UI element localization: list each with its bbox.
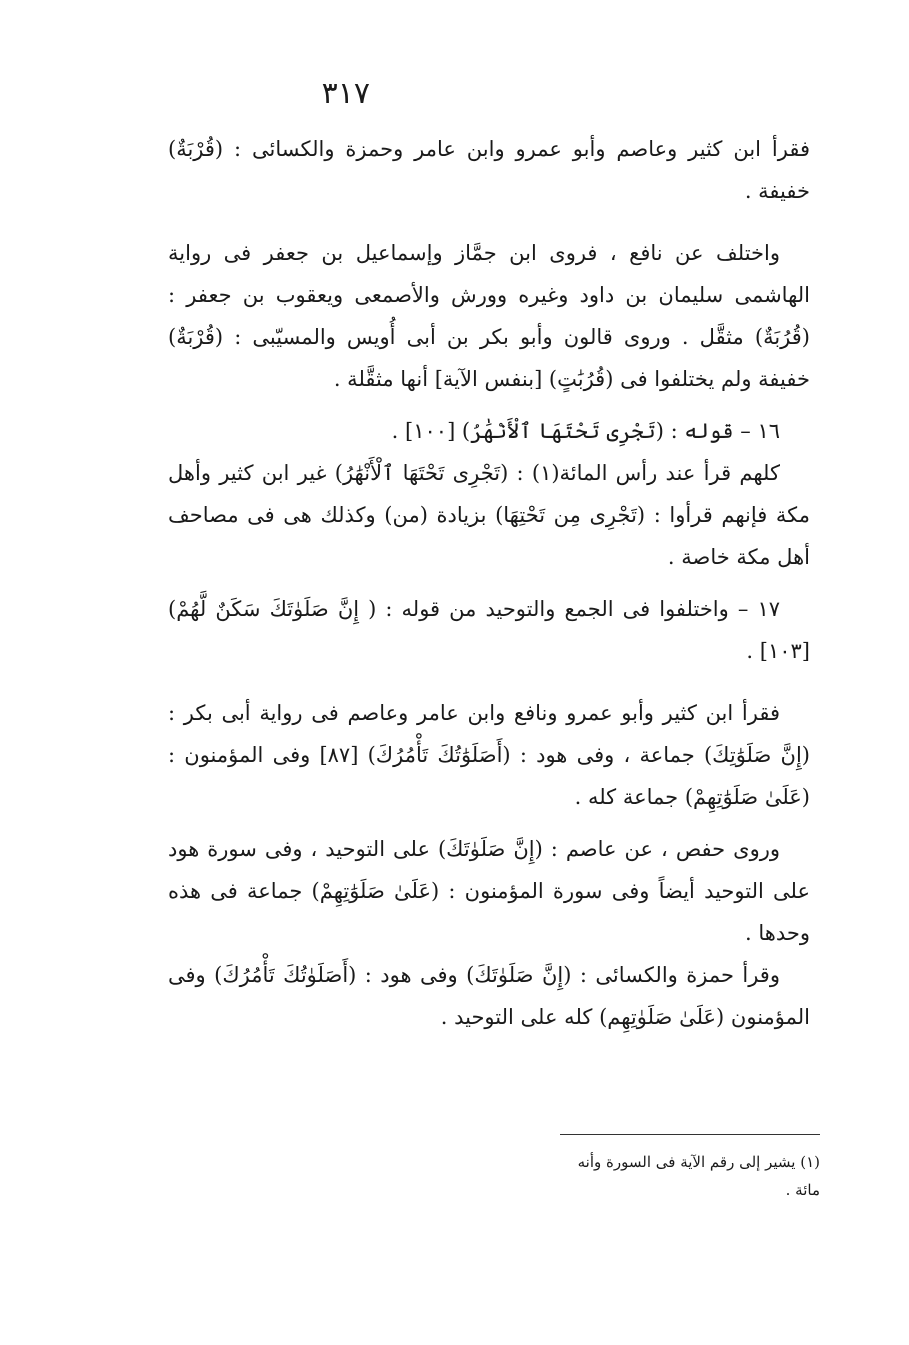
paragraph: ١٧ – واختلفوا فى الجمع والتوحيد من قوله : ( إِنَّ صَلَوٰتَكَ سَكَنٌ لَّهُمْ) [١٠٣] . [168, 597, 810, 663]
paragraph: ١٦ – قوله : (تَجْرِى تَحْتَهَا ٱلْأَنْهَٰرُ) [١٠٠] . [391, 419, 780, 443]
body-text [168, 128, 810, 1038]
footnote-line: (١) يشير إلى رقم الآية فى السورة وأنه [577, 1153, 820, 1171]
footnote-rule [560, 1134, 820, 1135]
paragraph: فقرأ ابن كثير وأبو عمرو ونافع وابن عامر وعاصم فى رواية أبى بكر : (إِنَّ صَلَوَٰتِكَ) جماعة ، وفى هود : (أَصَلَوَٰتُكَ تَأْمُرُكَ) [٨٧] وفى المؤمنون : (عَلَىٰ صَلَوَٰتِهِمْ) جماعة كله . [168, 701, 810, 809]
paragraph: كلهم قرأ عند رأس المائة(١) : (تَجْرِى تَحْتَهَا ٱلْأَنْهَٰرُ) غير ابن كثير وأهل مكة فإنهم قرأوا : (تَجْرِى مِن تَحْتِهَا) بزيادة (من) وكذلك هى فى مصاحف أهل مكة خاصة . [168, 461, 810, 569]
footnote-line: مائة . [785, 1181, 820, 1199]
paragraph: وروى حفص ، عن عاصم : (إِنَّ صَلَوٰتَكَ) على التوحيد ، وفى سورة هود على التوحيد أيضاً وفى سورة المؤمنون : (عَلَىٰ صَلَوَٰتِهِمْ) جماعة فى هذه وحدها . [168, 837, 810, 945]
footnote [420, 1148, 820, 1204]
page-number: ٣١٧ [321, 76, 370, 111]
paragraph: وقرأ حمزة والكسائى : (إِنَّ صَلَوٰتَكَ) وفى هود : (أَصَلَوٰتُكَ تَأْمُرُكَ) وفى المؤمنون (عَلَىٰ صَلَوٰتِهِم) كله على التوحيد . [168, 963, 810, 1029]
paragraph: واختلف عن نافع ، فروى ابن جمَّاز وإسماعيل بن جعفر فى رواية الهاشمى سليمان بن داود وغيره وورش والأصمعى ويعقوب بن جعفر : (قُرُبَةٌ) مثقَّل . وروى قالون وأبو بكر بن أبى أُويس والمسيّبى : (قُرْبَةٌ) خفيفة ولم يختلفوا فى (قُرُبَٰتٍ) [بنفس الآية] أنها مثقَّلة . [168, 241, 810, 391]
paragraph: فقرأ ابن كثير وعاصم وأبو عمرو وابن عامر وحمزة والكسائى : (قُرْبَةٌ) خفيفة . [168, 137, 810, 203]
